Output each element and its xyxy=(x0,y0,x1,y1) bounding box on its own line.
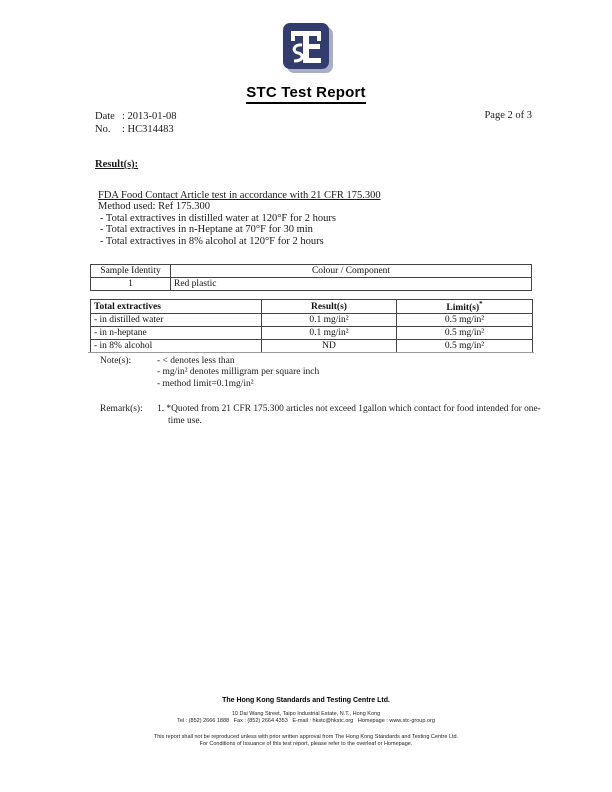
remark-item: 1. *Quoted from 21 CFR 175.300 articles not exceed 1gallon which contact for food intended for one-time use. xyxy=(157,404,541,426)
table-row xyxy=(91,327,533,340)
extractives-results-table xyxy=(90,299,533,353)
extractive-name-cell: - in n-heptane xyxy=(91,327,262,340)
divider-line xyxy=(88,352,534,353)
table-row xyxy=(91,340,533,353)
table-row xyxy=(91,314,533,327)
note-item: - < denotes less than xyxy=(157,356,235,366)
table-row xyxy=(91,278,532,291)
date-row xyxy=(95,110,177,123)
results-table-header-cell: Total extractives xyxy=(91,300,262,314)
stc-logo-icon xyxy=(280,20,336,78)
footer-address: 10 Dai Wang Street, Taipo Industrial Estate, N.T., Hong Kong xyxy=(231,711,381,717)
method-used: Method used: Ref 175.300 xyxy=(98,201,210,213)
results-table-header-cell: Limit(s)* xyxy=(397,300,533,314)
test-description-block xyxy=(98,190,381,247)
sample-colour-cell: Red plastic xyxy=(171,278,532,291)
test-condition: - Total extractives in n-Heptane at 70°F for 30 min xyxy=(100,224,313,236)
date-colon: : xyxy=(122,111,125,122)
test-title: FDA Food Contact Article test in accordance with 21 CFR 175.300 xyxy=(98,190,381,201)
remarks-list xyxy=(157,404,550,427)
sample-table-header-cell: Sample Identity xyxy=(91,265,171,278)
report-meta xyxy=(95,110,177,136)
sample-table-header-cell: Colour / Component xyxy=(171,265,532,278)
result-cell: 0.1 mg/in² xyxy=(262,327,397,340)
sample-id-cell: 1 xyxy=(91,278,171,291)
limit-cell: 0.5 mg/in² xyxy=(397,314,533,327)
report-title-row xyxy=(0,84,612,104)
date-value: 2013-01-08 xyxy=(127,111,177,122)
extractive-name-cell: - in distilled water xyxy=(91,314,262,327)
footer-contact-line: Tel : (852) 2666 1888 Fax : (852) 2664 4353 E-mail : hkstc@hkstc.org Homepage : www.stc-group.org xyxy=(177,718,435,724)
limit-cell: 0.5 mg/in² xyxy=(397,340,533,353)
report-no-label: No. xyxy=(95,124,111,135)
results-section-label: Result(s): xyxy=(95,159,139,170)
result-cell: ND xyxy=(262,340,397,353)
page-title: STC Test Report xyxy=(246,84,365,104)
date-label: Date xyxy=(95,111,115,122)
report-no-value: HC314483 xyxy=(127,124,174,135)
test-condition: - Total extractives in distilled water at 120°F for 2 hours xyxy=(100,212,336,224)
notes-list xyxy=(157,356,319,390)
limit-footnote-marker: * xyxy=(479,300,483,308)
result-cell: 0.1 mg/in² xyxy=(262,314,397,327)
footer-disclaimer: For Conditions of Issuance of this test report, please refer to the overleaf or Homepage. xyxy=(199,741,413,747)
stc-logo xyxy=(280,20,336,78)
notes-label: Note(s): xyxy=(100,356,132,366)
report-no-colon: : xyxy=(122,124,125,135)
footer-company-name: The Hong Kong Standards and Testing Centre Ltd. xyxy=(222,697,390,704)
test-condition: - Total extractives in 8% alcohol at 120°F for 2 hours xyxy=(100,235,324,247)
footer-disclaimer: This report shall not be reproduced unless with prior written approval from The Hong Kong Standards and Testing Centre Ltd. xyxy=(153,734,459,740)
table-header-row xyxy=(91,300,533,314)
results-table-header-cell: Result(s) xyxy=(262,300,397,314)
report-no-row xyxy=(95,123,177,136)
note-item: - mg/in² denotes milligram per square inch xyxy=(157,367,320,378)
table-header-row xyxy=(91,265,532,278)
limit-cell: 0.5 mg/in² xyxy=(397,327,533,340)
sample-identity-table xyxy=(90,264,532,291)
extractive-name-cell: - in 8% alcohol xyxy=(91,340,262,353)
remarks-label: Remark(s): xyxy=(100,404,143,414)
note-item: - method limit=0.1mg/in² xyxy=(157,378,254,389)
page-number: Page 2 of 3 xyxy=(484,110,532,121)
